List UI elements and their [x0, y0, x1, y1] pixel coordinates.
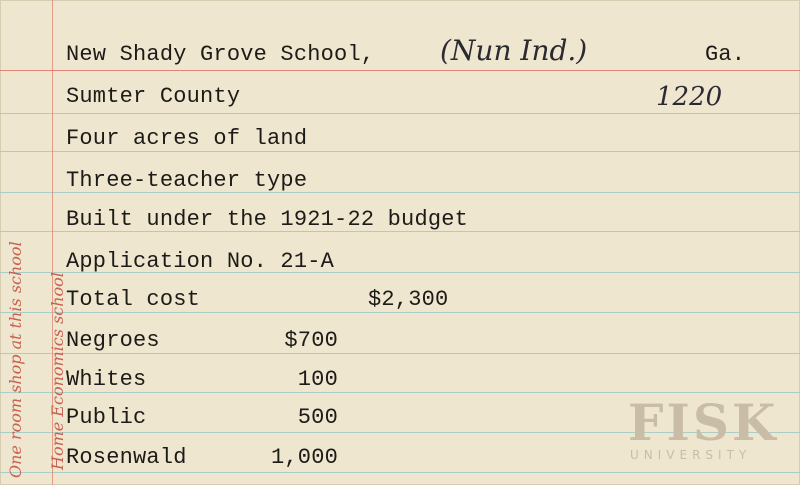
logo-subtitle: UNIVERSITY: [630, 448, 752, 462]
funding-amount-rosenwald: 1,000: [270, 445, 338, 470]
card-number-handwritten: 1220: [656, 82, 723, 112]
funding-amount-whites: 100: [297, 367, 338, 392]
school-name: New Shady Grove School,: [66, 42, 375, 67]
funding-label-rosenwald: Rosenwald: [66, 445, 187, 470]
logo-wordmark: FISK: [628, 393, 779, 452]
header-rule: [0, 70, 800, 71]
ruled-line: [0, 113, 800, 114]
ruled-line: [0, 353, 800, 354]
funding-label-public: Public: [66, 405, 147, 430]
total-cost-value: $2,300: [368, 287, 449, 312]
funding-amount-public: 500: [297, 405, 338, 430]
funding-amount-negroes: $700: [284, 328, 338, 353]
ruled-line: [0, 472, 800, 473]
fisk-university-logo: [628, 393, 788, 470]
total-cost-label: Total cost: [66, 287, 201, 312]
margin-note-shop: One room shop at this school: [6, 241, 25, 478]
budget-year: Built under the 1921-22 budget: [66, 207, 469, 232]
county: Sumter County: [66, 84, 241, 109]
funding-label-whites: Whites: [66, 367, 147, 392]
state-abbrev: Ga.: [705, 42, 746, 67]
land-size: Four acres of land: [66, 126, 308, 151]
school-type-handwritten: (Nun Ind.): [440, 34, 588, 67]
building-type: Three-teacher type: [66, 168, 308, 193]
ruled-line: [0, 312, 800, 313]
application-number: Application No. 21-A: [66, 249, 335, 274]
funding-label-negroes: Negroes: [66, 328, 160, 353]
margin-note-home-economics: Home Economics school: [48, 272, 67, 470]
ruled-line: [0, 151, 800, 152]
